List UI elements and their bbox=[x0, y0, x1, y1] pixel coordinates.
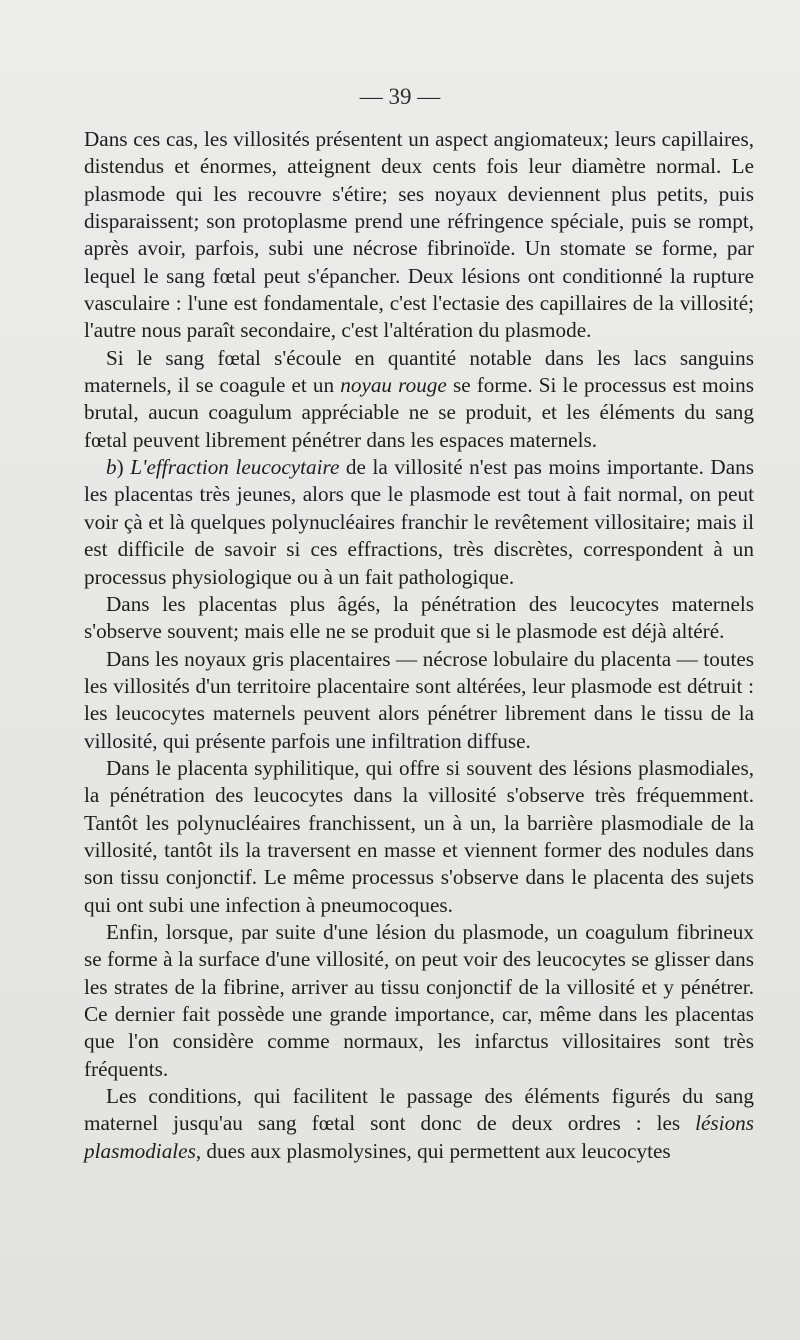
paragraph bbox=[84, 1083, 754, 1165]
text-run: Dans les placentas plus âgés, la pénétration des leucocytes maternels s'observe souvent; mais elle ne se produit que si le plasmode est déjà altéré. bbox=[84, 591, 754, 644]
paragraph bbox=[84, 345, 754, 454]
paragraph bbox=[84, 755, 754, 919]
italic-text: L'effraction leucocytaire bbox=[130, 455, 340, 480]
text-run: , dues aux plasmolysines, qui permettent aux leucocytes bbox=[195, 1138, 671, 1163]
italic-text: lésions plasmodiales bbox=[84, 1111, 754, 1163]
text-run: Dans les noyaux gris placentaires — nécrose lobulaire du placenta — toutes les villosités d'un territoire placentaire sont altérées, leur plasmode est détruit : les leucocytes maternels peuvent alors pénétrer librement dans le tissu de la villosité, qui présente parfois une infiltration diffuse. bbox=[84, 646, 754, 753]
paragraph bbox=[84, 919, 754, 1083]
text-run: ) bbox=[116, 455, 131, 480]
body-text bbox=[84, 126, 754, 1165]
paragraph bbox=[84, 646, 754, 755]
paragraph bbox=[84, 126, 754, 345]
text-run: Les conditions, qui facilitent le passage des éléments figurés du sang maternel jusqu'au sang fœtal sont donc de deux ordres : les bbox=[84, 1084, 754, 1136]
text-run: de la villosité n'est pas moins importante. Dans les placentas très jeunes, alors que le plasmode est tout à fait normal, on peut voir çà et là quelques polynucléaires franchir le revêtement villositaire; mais il est difficile de savoir si ces effractions, très discrètes, correspondent à un processus physiologique ou à un fait pathologique. bbox=[84, 455, 754, 589]
paragraph bbox=[84, 591, 754, 646]
text-run: se forme. Si le processus est moins brutal, aucun coagulum appréciable ne se produit, et les éléments du sang fœtal peuvent librement pénétrer dans les espaces maternels. bbox=[84, 373, 754, 452]
page-number: — 39 — bbox=[359, 84, 441, 109]
paragraph bbox=[84, 454, 754, 591]
italic-text: noyau rouge bbox=[340, 373, 447, 398]
text-run: Enfin, lorsque, par suite d'une lésion du plasmode, un coagulum fibrineux se forme à la surface d'une villosité, on peut voir des leucocytes se glisser dans les strates de la fibrine, arriver au tissu conjonctif de la villosité et y pénétrer. Ce dernier fait possède une grande importance, car, même dans les placentas que l'on considère comme normaux, les infarctus villositaires sont très fréquents. bbox=[84, 919, 754, 1081]
text-run: Dans ces cas, les villosités présentent un aspect angiomateux; leurs capillaires, distendus et énormes, atteignent deux cents fois leur diamètre normal. Le plasmode qui les recouvre s'étire; ses noyaux deviennent plus petits, puis disparaissent; son protoplasme prend une réfringence spéciale, puis se rompt, après avoir, parfois, subi une nécrose fibrinoïde. Un stomate se forme, par lequel le sang fœtal peut s'épancher. Deux lésions ont conditionné la rupture vasculaire : l'une est fondamentale, c'est l'ectasie des capillaires de la villosité; l'autre nous paraît secondaire, c'est l'altération du plasmode. bbox=[84, 127, 754, 343]
text-run: Dans le placenta syphilitique, qui offre si souvent des lésions plasmodiales, la pénétration des leucocytes dans la villosité s'observe très fréquemment. Tantôt les polynucléaires franchissent, un à un, la barrière plasmodiale de la villosité, tantôt ils la traversent en masse et viennent former des nodules dans son tissu conjonctif. Le même processus s'observe dans le placenta des sujets qui ont subi une infection à pneumocoques. bbox=[84, 755, 754, 917]
text-run: Si le sang fœtal s'écoule en quantité notable dans les lacs sanguins maternels, il se coagule et un bbox=[84, 345, 754, 398]
italic-text: b bbox=[106, 455, 117, 480]
